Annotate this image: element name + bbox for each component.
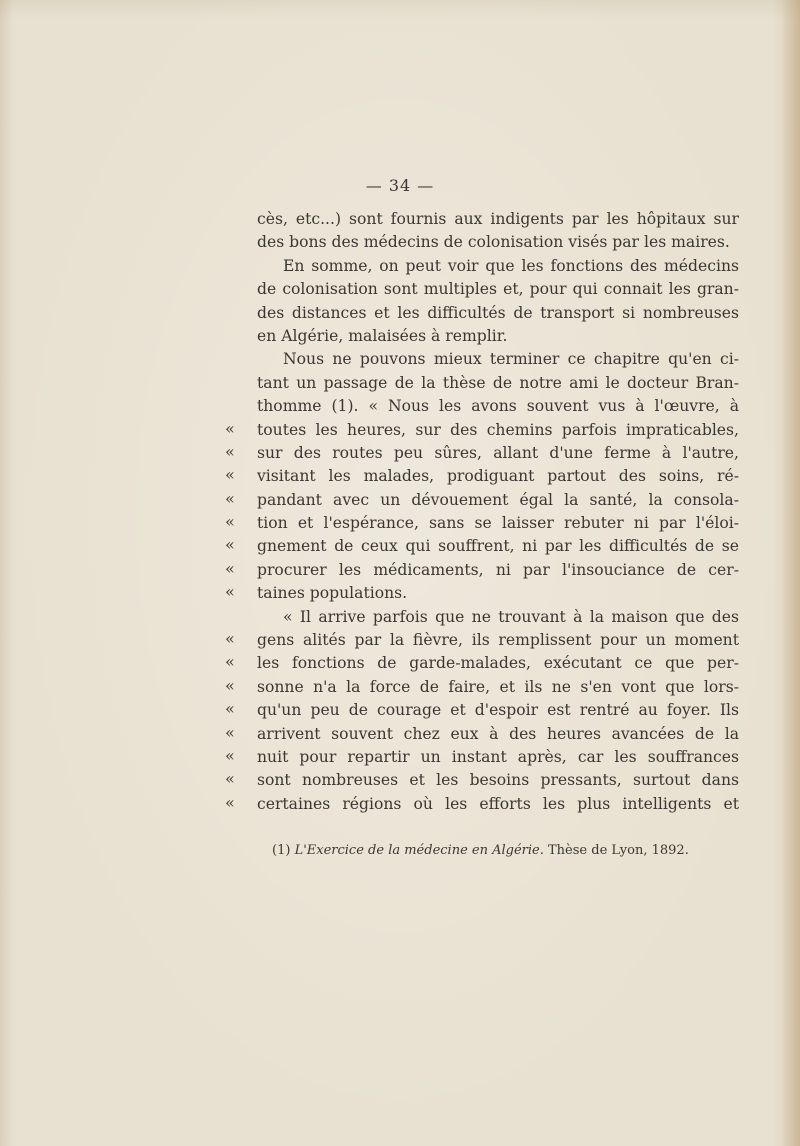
line-text: visitant les malades, prodiguant partout des soins, ré-	[257, 467, 739, 486]
text-line	[225, 535, 739, 558]
quote-mark: «	[225, 629, 235, 649]
text-line	[257, 255, 739, 278]
line-text: toutes les heures, sur des chemins parfois impraticables,	[257, 420, 739, 439]
text-line	[225, 745, 739, 769]
quote-mark: «	[225, 792, 235, 812]
text-line	[225, 418, 739, 442]
line-text: thomme (1). « Nous les avons souvent vus à l'œuvre, à	[257, 397, 739, 416]
quote-mark: «	[225, 745, 235, 765]
quote-mark: «	[225, 535, 235, 555]
line-text: nuit pour repartir un instant après, car les souffrances	[257, 747, 739, 766]
line-text: des bons des médecins de colonisation visés par les maires.	[257, 233, 730, 252]
quote-mark: «	[225, 769, 235, 789]
quote-mark: «	[225, 465, 235, 485]
text-line	[225, 699, 739, 722]
footnote-rest: Thèse de Lyon, 1892.	[548, 843, 689, 858]
line-text: En somme, on peut voir que les fonctions des médecins	[283, 256, 739, 275]
line-text: arrivent souvent chez eux à des heures avancées de la	[257, 724, 739, 743]
quote-mark: «	[225, 652, 235, 672]
text-line	[257, 372, 739, 395]
line-text: « Il arrive parfois que ne trouvant à la maison que des	[283, 607, 739, 626]
text-line	[225, 465, 739, 488]
line-text: cès, etc...) sont fournis aux indigents par les hôpitaux sur	[257, 210, 739, 228]
body-text	[225, 208, 739, 816]
line-text: sur des routes peu sûres, allant d'une ferme à l'autre,	[257, 443, 739, 462]
text-line	[257, 231, 739, 254]
line-text: des distances et les difficultés de transport si nombreuses	[257, 303, 739, 322]
text-line	[257, 348, 739, 371]
line-text: procurer les médicaments, ni par l'insouciance de cer-	[257, 560, 739, 579]
quote-mark: «	[225, 512, 235, 532]
text-line	[257, 606, 739, 629]
text-line	[225, 582, 739, 605]
line-text: gens alités par la fièvre, ils remplissent pour un moment	[257, 631, 739, 650]
quote-mark: «	[225, 558, 235, 578]
text-line	[257, 395, 739, 418]
line-text: de colonisation sont multiples et, pour qui connait les gran-	[257, 280, 739, 299]
text-line	[225, 675, 739, 699]
quote-mark: «	[225, 582, 235, 602]
text-line	[257, 278, 739, 301]
text-line	[225, 512, 739, 535]
text-line	[257, 302, 739, 325]
text-line	[225, 441, 739, 465]
text-line	[225, 769, 739, 792]
quote-mark: «	[225, 675, 235, 695]
line-text: pandant avec un dévouement égal la santé, la consola-	[257, 490, 739, 509]
line-text: gnement de ceux qui souffrent, ni par les difficultés de se	[257, 537, 739, 556]
quote-mark: «	[225, 722, 235, 742]
line-text: Nous ne pouvons mieux terminer ce chapitre qu'en ci-	[283, 350, 739, 369]
line-text: en Algérie, malaisées à remplir.	[257, 326, 508, 345]
line-text: sonne n'a la force de faire, et ils ne s'en vont que lors-	[257, 677, 739, 696]
quote-mark: «	[225, 441, 235, 461]
text-line	[225, 558, 739, 582]
line-text: sont nombreuses et les besoins pressants, surtout dans	[257, 771, 739, 790]
text-line	[225, 792, 739, 816]
line-text: tion et l'espérance, sans se laisser rebuter ni par l'éloi-	[257, 514, 739, 533]
text-line	[257, 325, 739, 348]
page-number: — 34 —	[365, 176, 435, 195]
text-line	[225, 722, 739, 746]
line-text: certaines régions où les efforts les plus intelligents et	[257, 794, 739, 813]
quote-mark: «	[225, 418, 235, 438]
text-line	[225, 629, 739, 652]
text-line	[225, 488, 739, 512]
text-line	[257, 208, 739, 231]
footnote	[272, 842, 742, 860]
line-text: taines populations.	[257, 584, 408, 603]
line-text: les fonctions de garde-malades, exécutant ce que per-	[257, 654, 739, 673]
line-text: qu'un peu de courage et d'espoir est rentré au foyer. Ils	[257, 701, 739, 720]
footnote-marker: (1)	[272, 843, 291, 858]
quote-mark: «	[225, 699, 235, 719]
quote-mark: «	[225, 488, 235, 508]
text-line	[225, 652, 739, 675]
page-edge-stain	[772, 0, 800, 1146]
line-text: tant un passage de la thèse de notre ami le docteur Bran-	[257, 373, 739, 392]
footnote-title: L'Exercice de la médecine en Algérie.	[294, 843, 544, 858]
